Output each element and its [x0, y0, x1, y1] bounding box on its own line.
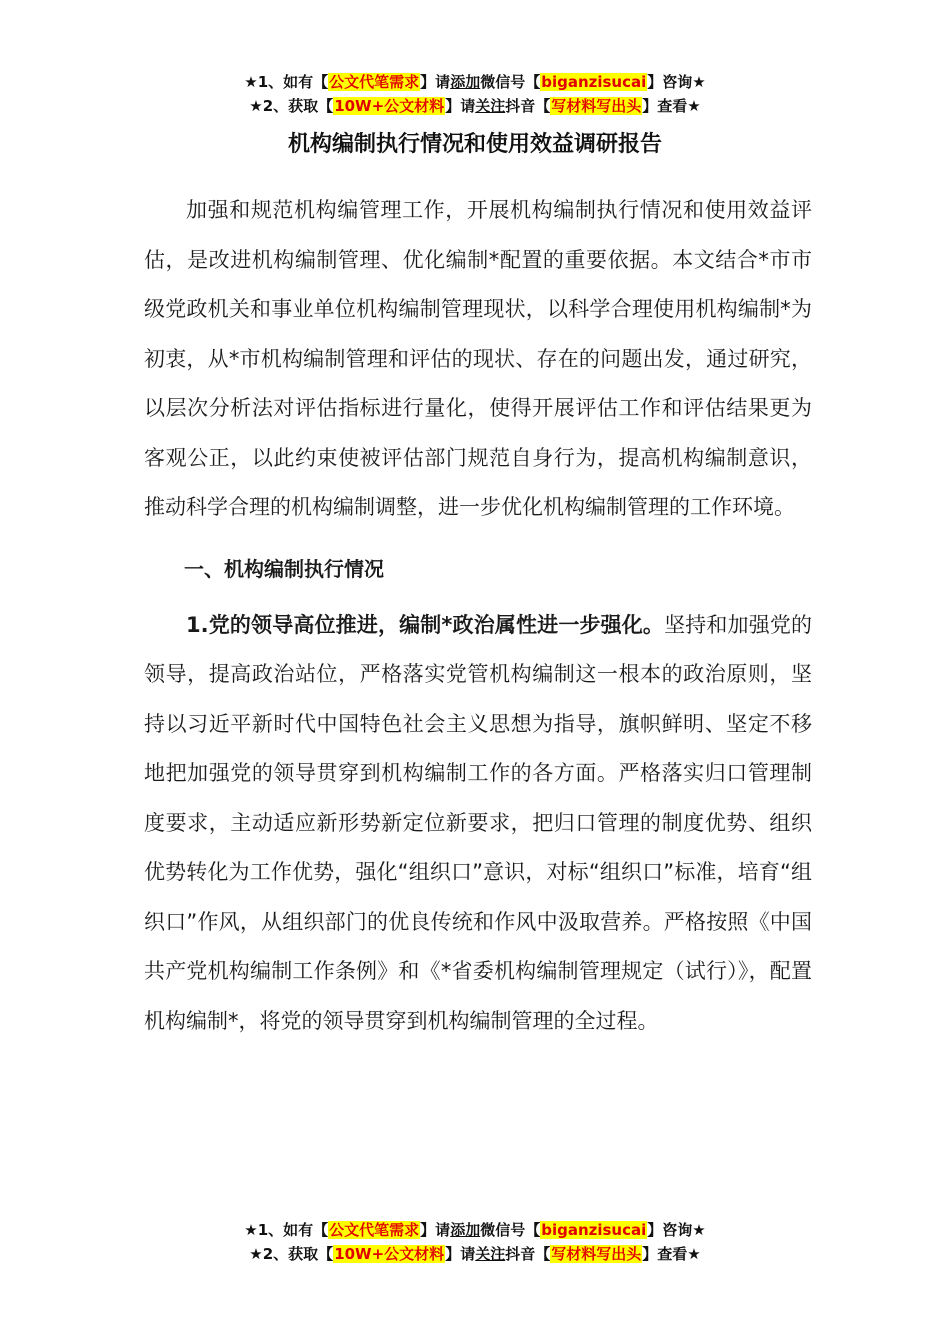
point-paragraph — [144, 601, 812, 1047]
banner-underline: 添加 — [450, 1221, 481, 1239]
banner-line-2 — [0, 1242, 950, 1266]
banner-text: 】查看★ — [642, 97, 701, 115]
banner-underline: 关注 — [475, 1245, 506, 1263]
banner-text: 】请 — [445, 1245, 476, 1263]
header-banner — [0, 70, 950, 118]
document-body — [144, 186, 812, 1046]
banner-text: ★1、如有【 — [244, 73, 329, 91]
point-lead: 1.党的领导高位推进，编制*政治属性进一步强化。 — [186, 612, 665, 637]
banner-text: 】请 — [420, 73, 451, 91]
banner-text: 微信号【 — [480, 1221, 541, 1239]
banner-text: ★2、获取【 — [249, 97, 334, 115]
banner-highlight: 10W+公文材料 — [334, 1245, 445, 1263]
banner-wechat-id: biganzisucai — [541, 73, 647, 91]
banner-text: ★1、如有【 — [244, 1221, 329, 1239]
banner-text: 微信号【 — [480, 73, 541, 91]
banner-text: 】咨询★ — [647, 73, 706, 91]
banner-douyin-id: 写材料写出头 — [551, 1245, 642, 1263]
banner-text: 】查看★ — [642, 1245, 701, 1263]
point-body: 坚持和加强党的领导，提高政治站位，严格落实党管机构编制这一根本的政治原则，坚持以习近平新时代中国特色社会主义思想为指导，旗帜鲜明、坚定不移地把加强党的领导贯穿到机构编制工作的各方面。严格落实归口管理制度要求，主动适应新形势新定位新要求，把归口管理的制度优势、组织优势转化为工作优势，强化“组织口”意识，对标“组织口”标准，培育“组织口”作风，从组织部门的优良传统和作风中汲取营养。严格按照《中国共产党机构编制工作条例》和《*省委机构编制管理规定（试行）》，配置机构编制*，将党的领导贯穿到机构编制管理的全过程。 — [144, 612, 812, 1033]
banner-text: ★2、获取【 — [249, 1245, 334, 1263]
banner-highlight: 公文代笔需求 — [329, 1221, 420, 1239]
banner-underline: 关注 — [475, 97, 506, 115]
banner-text: 抖音【 — [505, 1245, 551, 1263]
banner-douyin-id: 写材料写出头 — [551, 97, 642, 115]
banner-line-1 — [0, 70, 950, 94]
banner-text: 】请 — [420, 1221, 451, 1239]
banner-highlight: 公文代笔需求 — [329, 73, 420, 91]
footer-banner — [0, 1218, 950, 1266]
banner-underline: 添加 — [450, 73, 481, 91]
intro-paragraph: 加强和规范机构编管理工作，开展机构编制执行情况和使用效益评估，是改进机构编制管理、优化编制*配置的重要依据。本文结合*市市级党政机关和事业单位机构编制管理现状，以科学合理使用机构编制*为初衷，从*市机构编制管理和评估的现状、存在的问题出发，通过研究，以层次分析法对评估指标进行量化，使得开展评估工作和评估结果更为客观公正，以此约束使被评估部门规范自身行为，提高机构编制意识，推动科学合理的机构编制调整，进一步优化机构编制管理的工作环境。 — [144, 198, 812, 519]
document-title: 机构编制执行情况和使用效益调研报告 — [287, 132, 662, 157]
banner-text: 抖音【 — [505, 97, 551, 115]
banner-wechat-id: biganzisucai — [541, 1221, 647, 1239]
banner-highlight: 10W+公文材料 — [334, 97, 445, 115]
banner-line-2 — [0, 94, 950, 118]
banner-text: 】咨询★ — [647, 1221, 706, 1239]
banner-text: 】请 — [445, 97, 476, 115]
section-heading: 一、机构编制执行情况 — [184, 556, 384, 581]
banner-line-1 — [0, 1218, 950, 1242]
